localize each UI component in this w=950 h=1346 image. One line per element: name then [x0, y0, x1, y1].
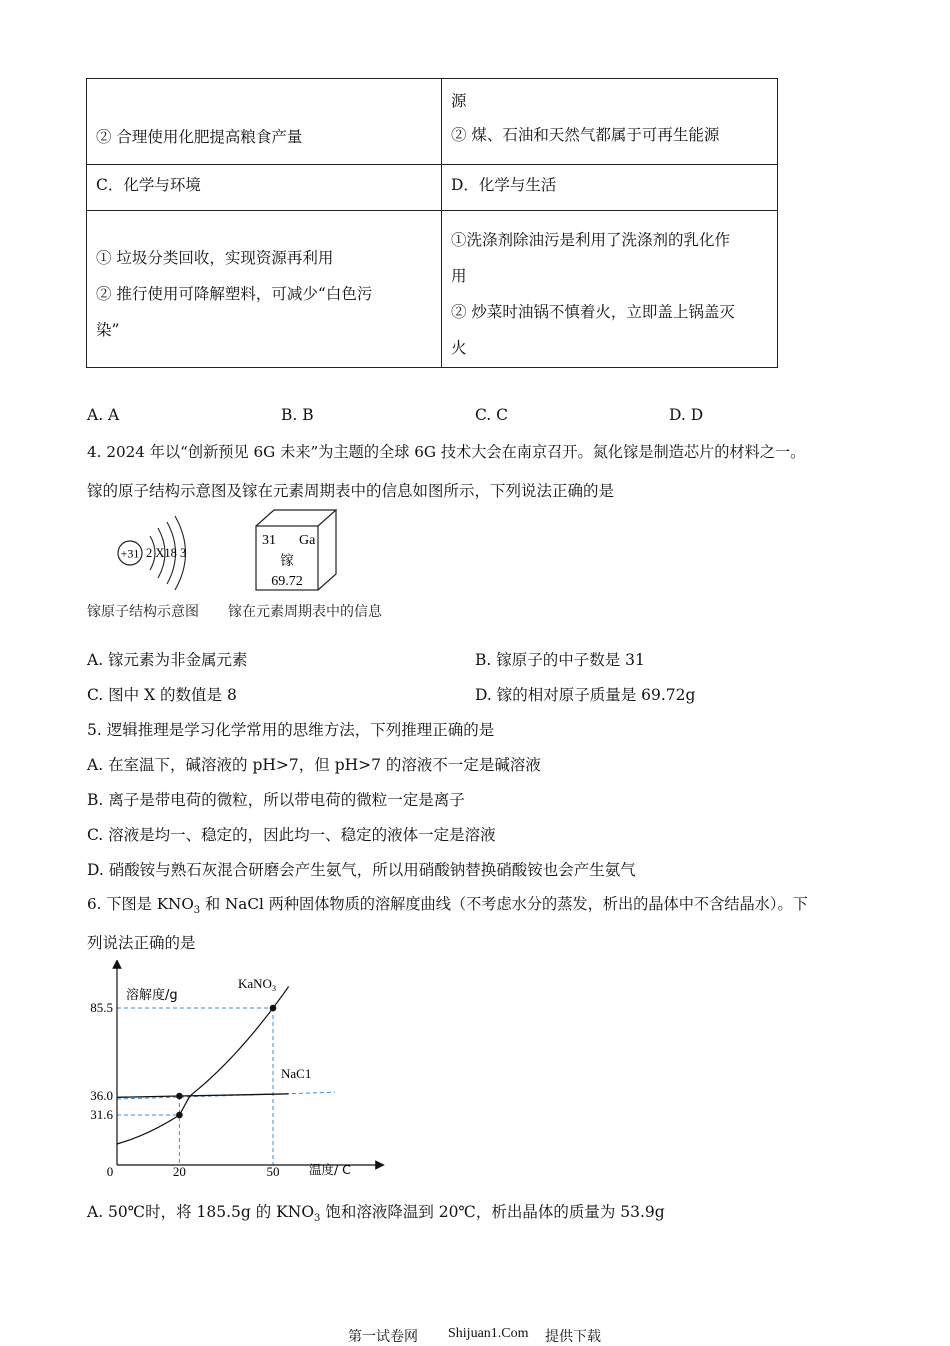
q6-stem-line1: 6. 下图是 $KNO_3$ 和 NaCl 两种固体物质的溶解度曲线（不考虑水分的蒸发，析出的晶体中不含结晶水）。下 [87, 895, 808, 917]
q4-option-a: A. 镓元素为非金属元素 [87, 651, 248, 669]
series-label-nacl: NaC1 [281, 1066, 312, 1081]
q4-option-d: D. 镓的相对原子质量是 69.72g [475, 686, 696, 704]
element-symbol: Ga [299, 533, 316, 548]
element-name: 镓 [280, 553, 294, 569]
q5-option-d: D. 硝酸铵与熟石灰混合研磨会产生氨气，所以用硝酸钠替换硝酸铵也会产生氨气 [87, 861, 636, 879]
cell-c-content: ① 垃圾分类回收，实现资源再利用 ② 推行使用可降解塑料，可减少“白色污 染” [96, 249, 373, 339]
x-tick-label: 20 [172, 1164, 186, 1179]
atom-diagram-caption: 镓原子结构示意图 [87, 604, 199, 620]
q4-stem-line2: 镓的原子结构示意图及镓在元素周期表中的信息如图所示，下列说法正确的是 [87, 482, 615, 500]
atom-nucleus-label: +31 [120, 546, 140, 561]
x-tick-label: 50 [266, 1164, 280, 1179]
q4-stem-line1: 4. 2024 年以“创新预见 6G 未来”为主题的全球 6G 技术大会在南京召开。氮化镓是制造芯片的材料之一。 [87, 443, 806, 461]
data-point [270, 1005, 277, 1012]
gallium-periodic-table-cell [252, 508, 342, 594]
atom-shell-electrons: 2 X18 3 [146, 546, 187, 560]
element-atomic-number: 31 [262, 533, 276, 548]
cell-top-left: ② 合理使用化肥提高粮食产量 [96, 128, 303, 146]
q6-stem-line2: 列说法正确的是 [87, 934, 196, 952]
solubility-curve-chart [80, 960, 390, 1182]
q3-option-a: A. A [87, 406, 120, 424]
table-divider [87, 210, 777, 211]
q6-option-a: A. 50℃时，将 185.5g 的 $KNO_3$ 饱和溶液降温到 20℃，析出晶体的质量为 53.9g [87, 1203, 665, 1225]
cell-top-right: 源 ② 煤、石油和天然气都属于可再生能源 [451, 92, 720, 144]
data-point [176, 1093, 183, 1100]
q3-option-b: B. B [281, 406, 314, 424]
y-tick-label: 36.0 [90, 1088, 113, 1103]
table-divider [441, 79, 442, 367]
q5-stem: 5. 逻辑推理是学习化学常用的思维方法，下列推理正确的是 [87, 721, 495, 739]
table-divider [87, 164, 777, 165]
series-label-kno3: KaNO$_3$ [238, 976, 276, 993]
q5-option-b: B. 离子是带电荷的微粒，所以带电荷的微粒一定是离子 [87, 791, 465, 809]
x-axis-label: 温度/ C [309, 1162, 351, 1177]
y-tick-label: 85.5 [90, 1000, 113, 1015]
footer-domain: Shijuan1.Com [448, 1326, 529, 1341]
q4-option-b: B. 镓原子的中子数是 31 [475, 651, 645, 669]
question-3-table [86, 78, 778, 368]
element-atomic-mass: 69.72 [271, 574, 303, 589]
kno3-solubility-curve [117, 987, 289, 1145]
element-cell-caption: 镓在元素周期表中的信息 [228, 604, 382, 620]
cell-d-heading: D．化学与生活 [451, 176, 557, 194]
cell-c-heading: C．化学与环境 [96, 176, 201, 194]
y-tick-label: 31.6 [90, 1107, 113, 1122]
data-point [176, 1112, 183, 1119]
q4-option-c: C. 图中 X 的数值是 8 [87, 686, 237, 704]
y-axis-label: 溶解度/g [126, 988, 178, 1003]
cell-d-content: ①洗涤剂除油污是利用了洗涤剂的乳化作 用 ② 炒菜时油锅不慎着火，立即盖上锅盖灭 火 [451, 231, 735, 357]
q5-option-c: C. 溶液是均一、稳定的，因此均一、稳定的液体一定是溶液 [87, 826, 496, 844]
q3-option-d: D. D [669, 406, 704, 424]
x-tick-label: 0 [106, 1164, 114, 1179]
q5-option-a: A. 在室温下，碱溶液的 pH>7，但 pH>7 的溶液不一定是碱溶液 [87, 756, 541, 774]
footer-download-text: 提供下载 [545, 1329, 601, 1345]
footer-site-name: 第一试卷网 [348, 1329, 418, 1345]
q3-option-c: C. C [475, 406, 509, 424]
gallium-atom-diagram [110, 512, 200, 594]
